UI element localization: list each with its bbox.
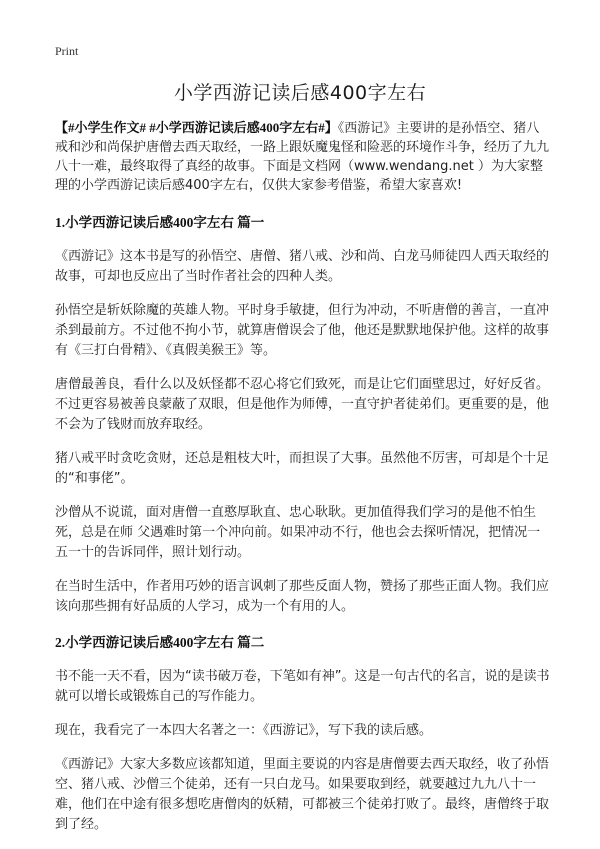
paragraph: 在当时生活中，作者用巧妙的语言讽刺了那些反面人物，赞扬了那些正面人物。我们应该向那些拥有好品质的人学习，成为一个有用的人。 (55, 579, 550, 614)
article-body (55, 118, 552, 849)
page-title: 小学西游记读后感400字左右 (173, 82, 427, 104)
paragraph: 唐僧最善良，看什么以及妖怪都不忍心将它们致死，而是让它们面壁思过，好好反省。不过更容易被善良蒙蔽了双眼，但是他作为师傅，一直守护者徒弟们。更重要的是，他不会为了钱财而放弃取经。 (55, 377, 550, 432)
section-1 (55, 211, 552, 617)
section-heading: 2.小学西游记读后感400字左右 篇二 (55, 635, 265, 650)
paragraph: 《西游记》这本书是写的孙悟空、唐僧、猪八戒、沙和尚、白龙马师徒四人西天取经的故事，可却也反应出了当时作者社会的四种人类。 (55, 249, 550, 284)
paragraph: 猪八戒平时贪吃贪财，还总是粗枝大叶，而担误了大事。虽然他不厉害，可却是个十足的“和事佬”。 (55, 451, 550, 486)
paragraph: 现在，我看完了一本四大名著之一：《西游记》，写下我的读后感。 (55, 723, 433, 738)
section-2 (55, 631, 552, 835)
paragraph: 《西游记》大家大多数应该都知道，里面主要说的内容是唐僧要去西天取经，收了孙悟空、猪八戒、沙僧三个徒弟，还有一只白龙马。如果要取到经，就要越过九九八十一难，他们在中途有很多想吃唐僧肉的妖精，可都被三个徒弟打败了。最终，唐僧终于取到了经。 (55, 757, 550, 832)
intro-paragraph (55, 118, 552, 195)
paragraph: 沙僧从不说谎，面对唐僧一直憨厚耿直、忠心耿耿。更加值得我们学习的是他不怕生死，总是在师 父遇难时第一个冲向前。如果冲动不行，他也会去探听情况，把情况一五一十的告诉同伴，照计划行动。 (55, 505, 541, 560)
section-heading: 1.小学西游记读后感400字左右 篇一 (55, 215, 265, 230)
intro-tags: 【#小学生作文# #小学西游记读后感400字左右#】 (55, 120, 338, 135)
print-link[interactable]: Print (55, 44, 79, 58)
paragraph: 孙悟空是斩妖除魔的英雄人物。平时身手敏捷，但行为冲动，不听唐僧的善言，一直冲杀到最前方。不过他不拘小节，就算唐僧误会了他，他还是默默地保护他。这样的故事有《三打白骨精》、《真假美猴王》等。 (55, 303, 550, 358)
paragraph: 书不能一天不看，因为“读书破万卷，下笔如有神”。这是一句古代的名言，说的是读书就可以增长或锻炼自己的写作能力。 (55, 669, 550, 704)
intro-text: 《西游记》主要讲的是孙悟空、猪八戒和沙和尚保护唐僧去西天取经，一路上跟妖魔鬼怪和险恶的环境作斗争，经历了九九八十一难，最终取得了真经的故事。下面是文档网（www.wendang.net ）为大家整理的小学西游记读后感400字左右，仅供大家参考借鉴，希望大家喜欢! (55, 121, 550, 193)
